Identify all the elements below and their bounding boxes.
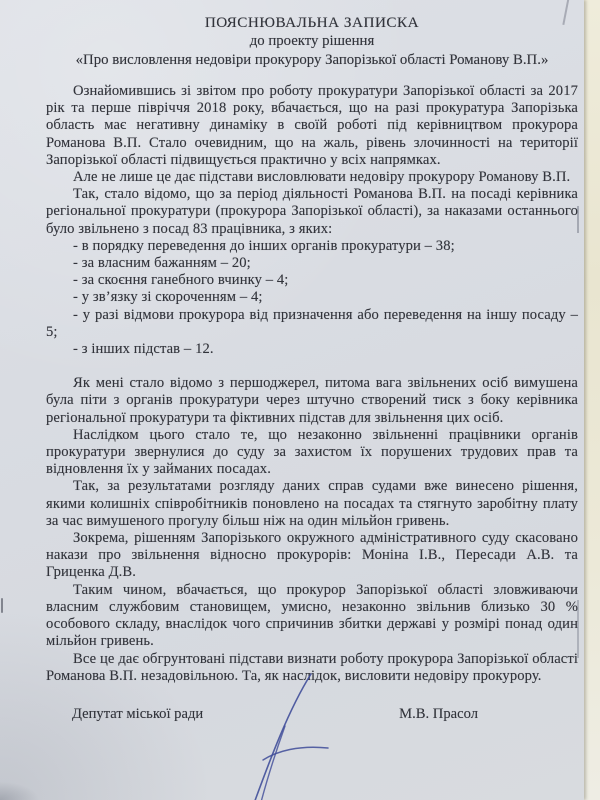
document-title: ПОЯСНЮВАЛЬНА ЗАПИСКА bbox=[204, 14, 420, 31]
body-paragraph: Так, стало відомо, що за період діяльності Романова В.П. на посаді керівника регіональної прокуратури (прокурора Запорізької області), за наказами останнього було звільнено з посад 83 працівника, з яких: bbox=[46, 186, 578, 237]
body-paragraph: Як мені стало відомо з першоджерел, питома вага звільнених осіб вимушена була піти з органів прокуратури через штучно створений тиск з боку керівника регіональної прокуратури та фіктивних підстав для звільнення цих осіб. bbox=[46, 375, 578, 426]
body-paragraph: Так, за результатами розгляду даних справ судами вже винесено рішення, якими колишніх співробітників поновлено на посадах та стягнуто заробітну плату за час вимушеного прогулу більш ніж на один мільйон гривень. bbox=[46, 478, 578, 529]
document-header bbox=[46, 13, 578, 70]
signature-block bbox=[46, 706, 578, 723]
dismissal-list-item: - у разі відмови прокурора від призначення або переведення на іншу посаду – 5; bbox=[46, 306, 578, 340]
dismissal-list-item: - за власним бажанням – 20; bbox=[73, 255, 251, 272]
dismissal-list-item: - з інших підстав – 12. bbox=[73, 341, 214, 358]
body-paragraph: Зокрема, рішенням Запорізького окружного адміністративного суду скасовано накази про звільнення відносно прокурорів: Моніна І.В., Пересади А.В. та Гриценка Д.В. bbox=[46, 530, 578, 581]
scan-artifact-mark bbox=[1, 598, 3, 613]
document-subject-line: «Про висловлення недовіри прокурору Запорізької області Романову В.П.» bbox=[75, 52, 549, 68]
body-paragraph: Ознайомившись зі звітом про роботу прокуратури Запорізької області за 2017 рік та перше півріччя 2018 року, вбачається, що на разі прокуратура Запорізька область має негативну динаміку в своїй роботі під керівництвом прокурора Романова В.П. Стало очевидним, що на жаль, рівень злочинності на території Запорізької області підвищується практично у всіх напрямках. bbox=[46, 83, 578, 168]
dismissal-list-item: - за скоєння ганебного вчинку – 4; bbox=[73, 272, 289, 289]
dismissal-list-item: - в порядку переведення до інших органів прокуратури – 38; bbox=[73, 237, 455, 254]
signatory-name-label: М.В. Прасол bbox=[399, 705, 478, 722]
signatory-position-label: Депутат міської ради bbox=[72, 705, 204, 722]
body-paragraph: Все це дає обгрунтовані підстави визнати роботу прокурора Запорізької області Романова В.П. незадовільною. Та, як наслідок, висловити недовіру прокурору. bbox=[46, 650, 578, 684]
document-subtitle: до проекту рішення bbox=[249, 33, 375, 49]
dismissal-list-item: - у зв’язку зі скороченням – 4; bbox=[73, 289, 263, 306]
scan-artifact-mark bbox=[577, 206, 579, 233]
page-corner-shadow bbox=[0, 774, 70, 800]
dismissal-reasons-list bbox=[46, 238, 578, 358]
body-paragraph: Таким чином, вбачається, що прокурор Запорізької області зловживаючи власним службовим становищем, умисно, незаконно звільнив близько 30 % особового складу, внаслідок чого спричинив збитки державі у розмірі понад один мільйон гривень. bbox=[46, 581, 578, 650]
scan-artifact-mark bbox=[577, 600, 579, 658]
body-paragraph: Але не лише це дає підстави висловлювати недовіру прокурору Романову В.П. bbox=[73, 169, 571, 186]
body-paragraph: Наслідком цього стало те, що незаконно звільненні працівники органів прокуратури звернулися до суду за захистом їх порушених трудових прав та відновлення їх у займаних посадах. bbox=[46, 426, 578, 478]
